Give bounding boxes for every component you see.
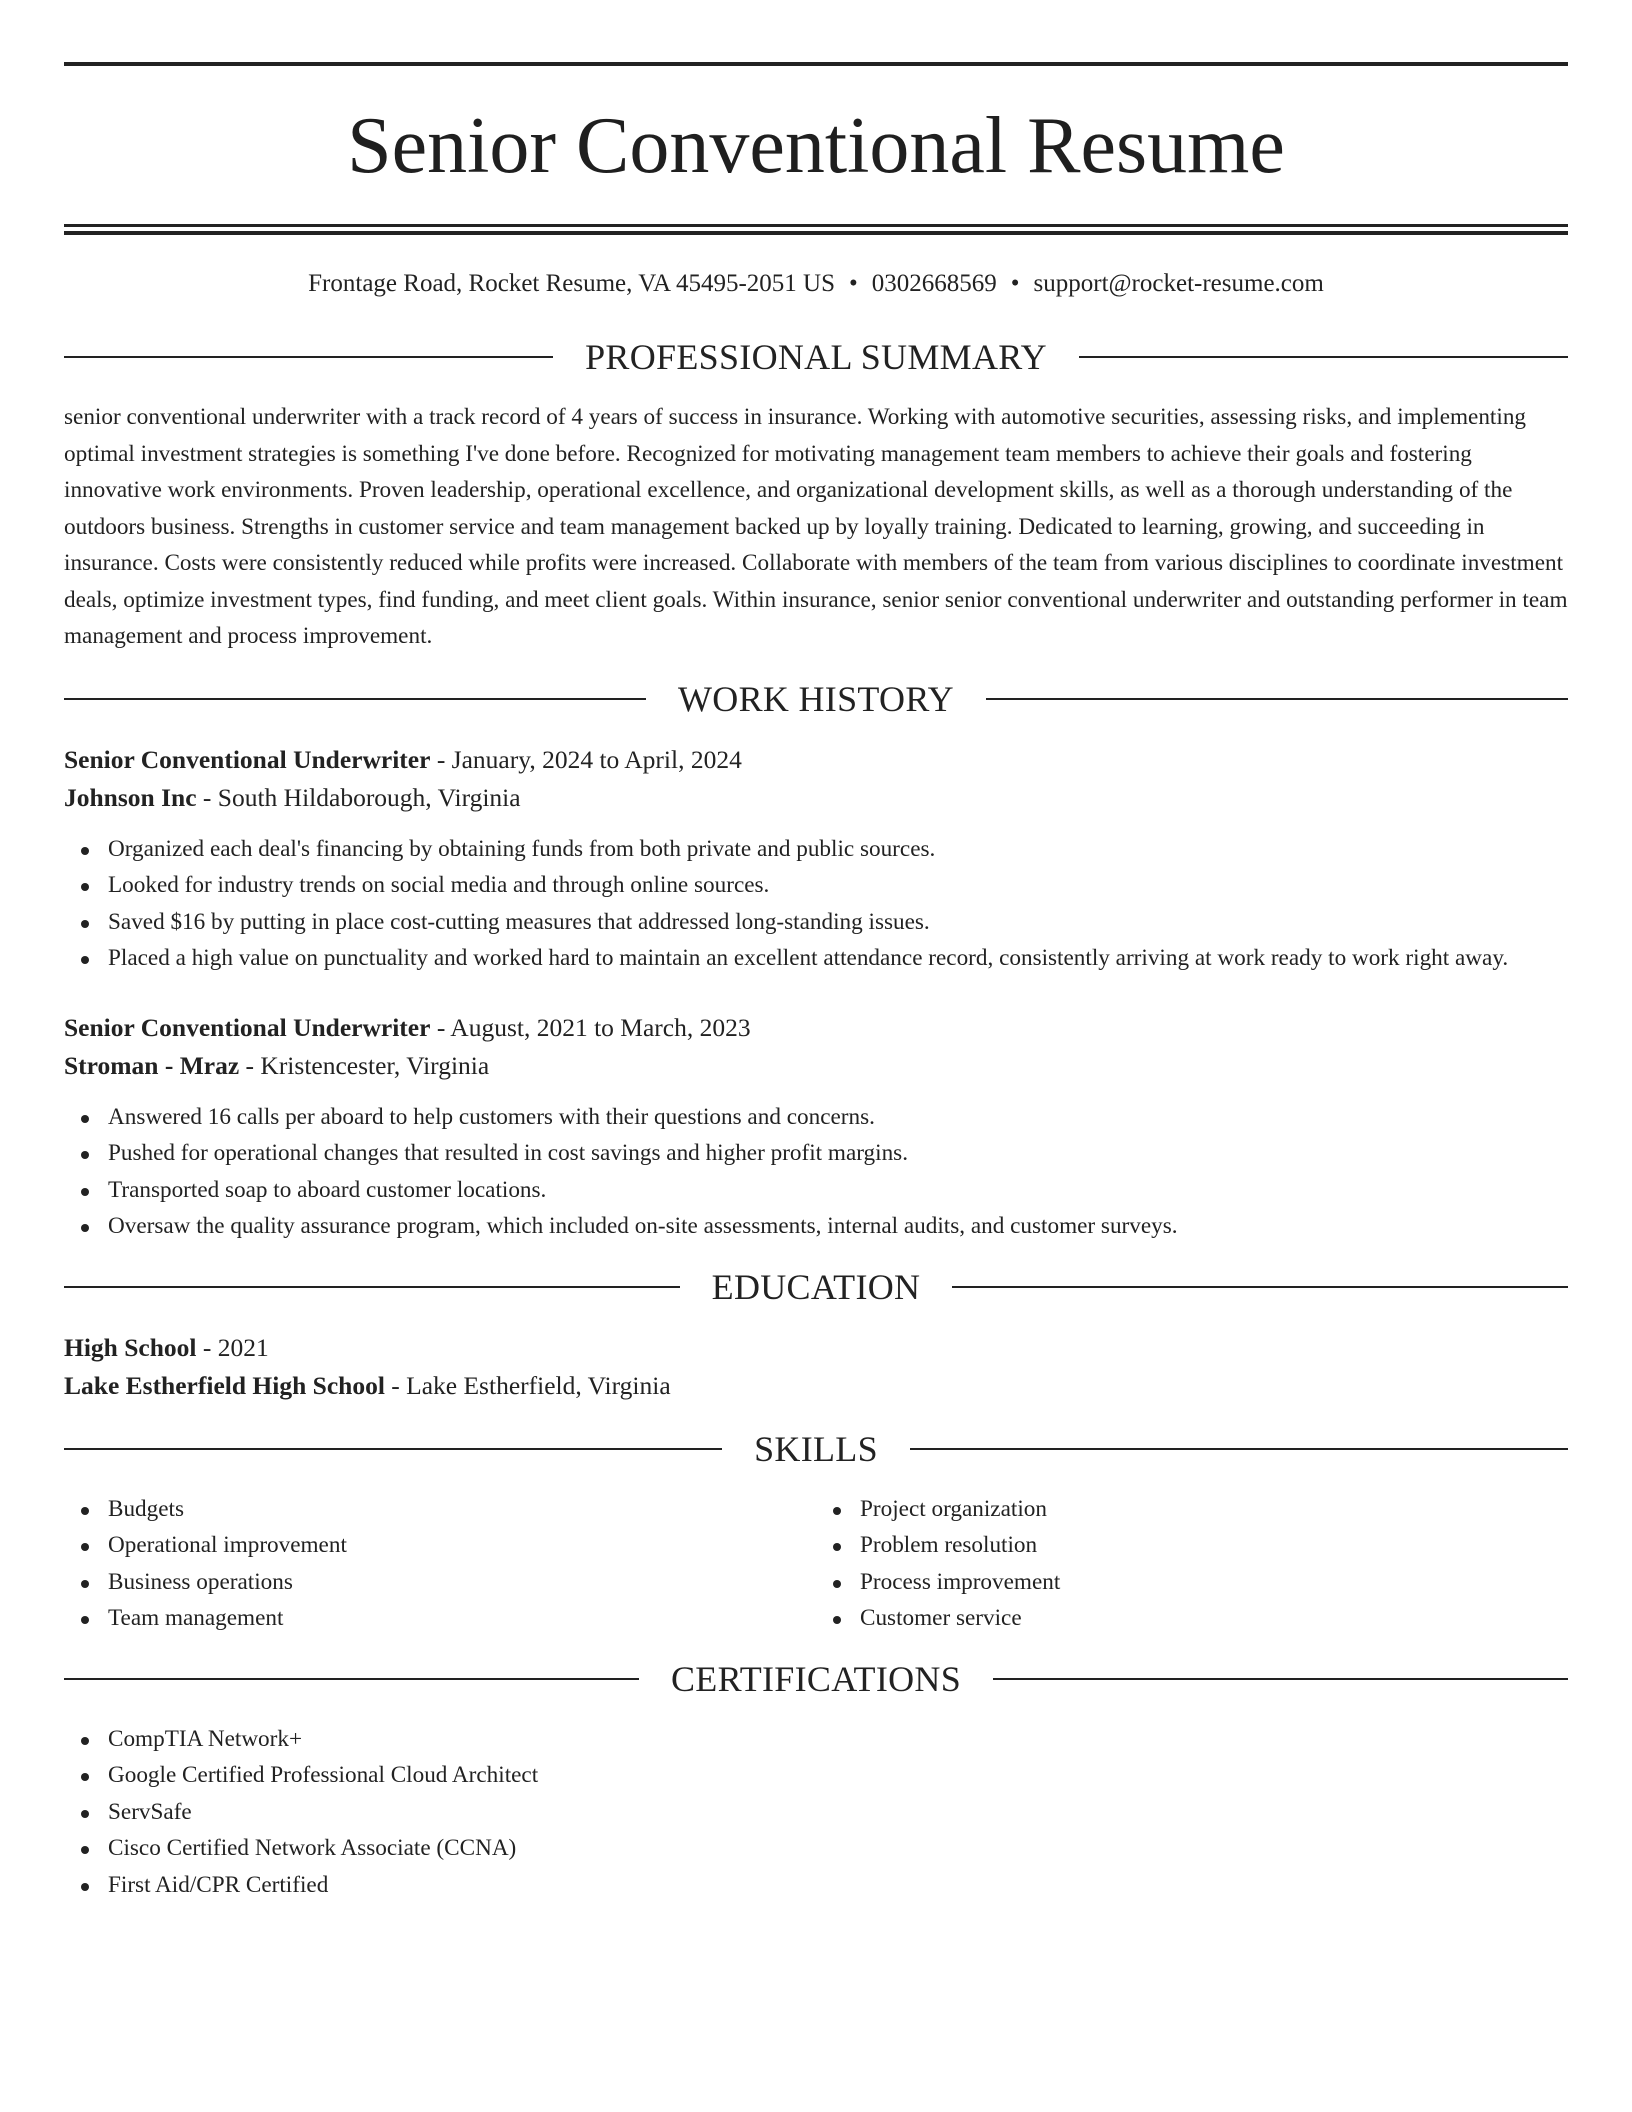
work-section-heading	[64, 679, 1568, 719]
list-item: Looked for industry trends on social media and through online sources.	[64, 867, 1568, 904]
certifications-list	[64, 1721, 1568, 1904]
list-item: Organized each deal's financing by obtaining funds from both private and public sources.	[64, 831, 1568, 868]
education-degree-line	[64, 1329, 1568, 1367]
skills-grid	[64, 1491, 1568, 1637]
education-section-heading	[64, 1267, 1568, 1307]
heading-rule-left	[64, 1448, 722, 1450]
summary-section-heading	[64, 337, 1568, 377]
list-item: Placed a high value on punctuality and worked hard to maintain an excellent attendance record, consistently arriving at work ready to work right away.	[64, 940, 1568, 977]
list-item: Problem resolution	[816, 1527, 1568, 1564]
skills-list-right	[816, 1491, 1568, 1637]
education-year: - 2021	[196, 1332, 269, 1362]
list-item: Pushed for operational changes that resulted in cost savings and higher profit margins.	[64, 1135, 1568, 1172]
job-dates: - August, 2021 to March, 2023	[430, 1012, 751, 1042]
education-degree: High School	[64, 1332, 197, 1362]
job-location: - South Hildaborough, Virginia	[196, 782, 521, 812]
title-double-rule	[64, 224, 1568, 235]
heading-rule-left	[64, 698, 646, 700]
list-item: Project organization	[816, 1491, 1568, 1528]
list-item: Operational improvement	[64, 1527, 816, 1564]
job-title-line	[64, 741, 1568, 779]
job-company: Johnson Inc	[64, 782, 197, 812]
education-heading-label: EDUCATION	[711, 1266, 921, 1307]
certifications-section-heading	[64, 1659, 1568, 1699]
list-item: Google Certified Professional Cloud Architect	[64, 1757, 1568, 1794]
heading-rule-right	[910, 1448, 1568, 1450]
job-company-line	[64, 779, 1568, 817]
contact-email: support@rocket-resume.com	[1033, 270, 1324, 297]
skills-list-left	[64, 1491, 816, 1637]
job-title: Senior Conventional Underwriter	[64, 1012, 431, 1042]
job-company: Stroman - Mraz	[64, 1050, 240, 1080]
job-dates: - January, 2024 to April, 2024	[430, 744, 742, 774]
list-item: Saved $16 by putting in place cost-cutting measures that addressed long-standing issues.	[64, 904, 1568, 941]
education-entry	[64, 1329, 1568, 1405]
heading-rule-left	[64, 1678, 639, 1680]
summary-text: senior conventional underwriter with a track record of 4 years of success in insurance. Working with automotive securities, assessing risks, and implementing optimal investment strategies is something I've done before. Recognized for motivating management team members to achieve their goals and fostering innovative work environments. Proven leadership, operational excellence, and organizational development skills, as well as a thorough understanding of the outdoors business. Strengths in customer service and team management backed up by loyally training. Dedicated to learning, growing, and succeeding in insurance. Costs were consistently reduced while profits were increased. Collaborate with members of the team from various disciplines to coordinate investment deals, optimize investment types, find funding, and meet client goals. Within insurance, senior senior conventional underwriter and outstanding performer in team management and process improvement.	[64, 404, 1568, 649]
list-item: Business operations	[64, 1564, 816, 1601]
list-item: First Aid/CPR Certified	[64, 1867, 1568, 1904]
list-item: Customer service	[816, 1600, 1568, 1637]
contact-phone: 0302668569	[871, 270, 997, 297]
contact-address: Frontage Road, Rocket Resume, VA 45495-2051 US	[308, 270, 835, 297]
skills-heading-label: SKILLS	[754, 1428, 878, 1469]
contact-line	[64, 269, 1568, 299]
job-entry	[64, 1009, 1568, 1245]
contact-separator: •	[849, 270, 858, 297]
heading-rule-right	[993, 1678, 1568, 1680]
heading-rule-right	[952, 1286, 1568, 1288]
list-item: Transported soap to aboard customer locations.	[64, 1172, 1568, 1209]
job-bullets	[64, 1099, 1568, 1245]
resume-title: Senior Conventional Resume	[347, 102, 1285, 190]
summary-heading-label: PROFESSIONAL SUMMARY	[585, 337, 1047, 377]
contact-separator: •	[1010, 270, 1020, 297]
list-item: ServSafe	[64, 1794, 1568, 1831]
list-item: Answered 16 calls per aboard to help customers with their questions and concerns.	[64, 1099, 1568, 1136]
job-entry	[64, 741, 1568, 977]
heading-rule-left	[64, 356, 553, 358]
list-item: Process improvement	[816, 1564, 1568, 1601]
heading-rule-right	[1079, 356, 1568, 358]
job-location: - Kristencester, Virginia	[239, 1050, 490, 1080]
list-item: Cisco Certified Network Associate (CCNA)	[64, 1830, 1568, 1867]
list-item: Budgets	[64, 1491, 816, 1528]
list-item: CompTIA Network+	[64, 1721, 1568, 1758]
heading-rule-left	[64, 1286, 680, 1288]
job-bullets	[64, 831, 1568, 977]
list-item: Oversaw the quality assurance program, which included on-site assessments, internal audits, and customer surveys.	[64, 1208, 1568, 1245]
job-company-line	[64, 1047, 1568, 1085]
heading-rule-right	[986, 698, 1568, 700]
education-school: Lake Estherfield High School	[64, 1370, 385, 1400]
job-title: Senior Conventional Underwriter	[64, 744, 431, 774]
job-title-line	[64, 1009, 1568, 1047]
skills-section-heading	[64, 1429, 1568, 1469]
work-heading-label: WORK HISTORY	[678, 678, 954, 719]
education-location: - Lake Estherfield, Virginia	[384, 1370, 671, 1400]
list-item: Team management	[64, 1600, 816, 1637]
certifications-heading-label: CERTIFICATIONS	[670, 1658, 962, 1699]
education-school-line	[64, 1367, 1568, 1405]
